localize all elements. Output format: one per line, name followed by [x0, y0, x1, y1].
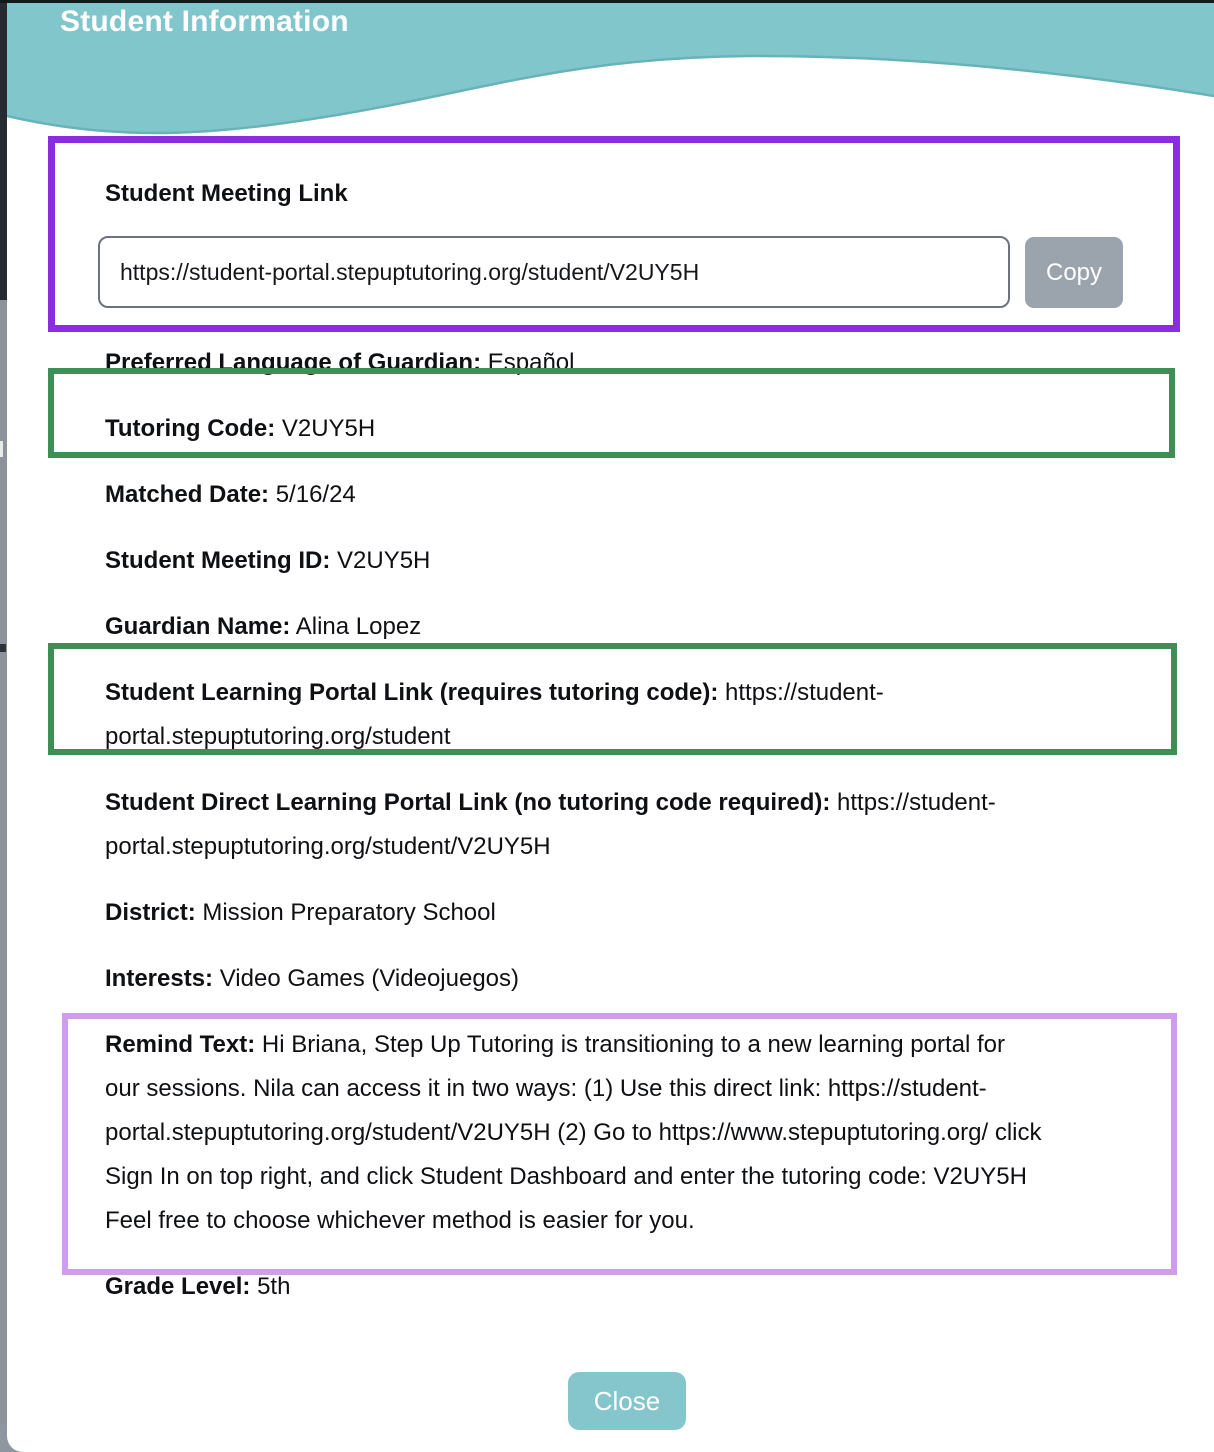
- field-preferred-language: [105, 341, 1045, 385]
- modal-card: [7, 0, 1214, 1452]
- field-value: Mission Preparatory School: [202, 899, 496, 926]
- field-grade-level: [105, 1265, 1045, 1309]
- field-value: 5th: [257, 1273, 291, 1300]
- page-edge-artifact-light: [0, 441, 3, 457]
- field-value: Español: [487, 349, 575, 376]
- close-button[interactable]: Close: [568, 1372, 686, 1430]
- field-value: Video Games (Videojuegos): [219, 965, 520, 992]
- field-district: [105, 891, 1045, 935]
- field-value: V2UY5H: [281, 415, 376, 442]
- field-label: District:: [105, 899, 196, 926]
- field-guardian-name: [105, 605, 1045, 649]
- meeting-link-label: Student Meeting Link: [105, 180, 348, 207]
- field-value: V2UY5H: [337, 547, 431, 574]
- copy-button[interactable]: Copy: [1025, 237, 1123, 308]
- field-label: Student Meeting ID:: [105, 547, 331, 574]
- field-remind-text: [105, 1023, 1045, 1243]
- field-label: Guardian Name:: [105, 613, 291, 640]
- field-label: Grade Level:: [105, 1273, 251, 1300]
- field-interests: [105, 957, 1045, 1001]
- field-value: 5/16/24: [275, 481, 356, 508]
- modal-title: Student Information: [60, 5, 349, 38]
- field-list: [105, 341, 1045, 1331]
- field-label: Tutoring Code:: [105, 415, 276, 442]
- field-matched-date: [105, 473, 1045, 517]
- window-top-edge: [0, 0, 1214, 3]
- page-edge-artifact-dark: [0, 644, 6, 652]
- field-direct-learning-portal-link: [105, 781, 1045, 869]
- field-label: Matched Date:: [105, 481, 270, 508]
- field-label: Student Learning Portal Link (requires tutoring code):: [105, 679, 719, 706]
- field-value: Alina Lopez: [295, 613, 422, 640]
- field-tutoring-code: [105, 407, 1045, 451]
- field-label: Student Direct Learning Portal Link (no tutoring code required):: [105, 789, 831, 816]
- field-value: Hi Briana, Step Up Tutoring is transitioning to a new learning portal for our sessions. Nila can access it in two ways: (1) Use this direct link: https://student-portal.stepuptutoring.org/student/V2UY5H (2) Go to https://​www.stepuptutoring.org/ click Sign In on top right, and click Student Dashboard and enter the tutoring code: V2UY5H Feel free to choose whichever method is easier for you.: [105, 1031, 1042, 1234]
- field-learning-portal-link: [105, 671, 1045, 759]
- field-value: https://student-portal.stepuptutoring.org/student: [105, 679, 884, 750]
- field-label: Interests:: [105, 965, 214, 992]
- meeting-link-input[interactable]: [98, 236, 1010, 308]
- field-student-meeting-id: [105, 539, 1045, 583]
- field-value: https://​student-portal.stepuptutoring.org/student/V2UY5H: [105, 789, 996, 860]
- field-label: Remind Text:: [105, 1031, 256, 1058]
- field-label: Preferred Language of Guardian:: [105, 349, 482, 376]
